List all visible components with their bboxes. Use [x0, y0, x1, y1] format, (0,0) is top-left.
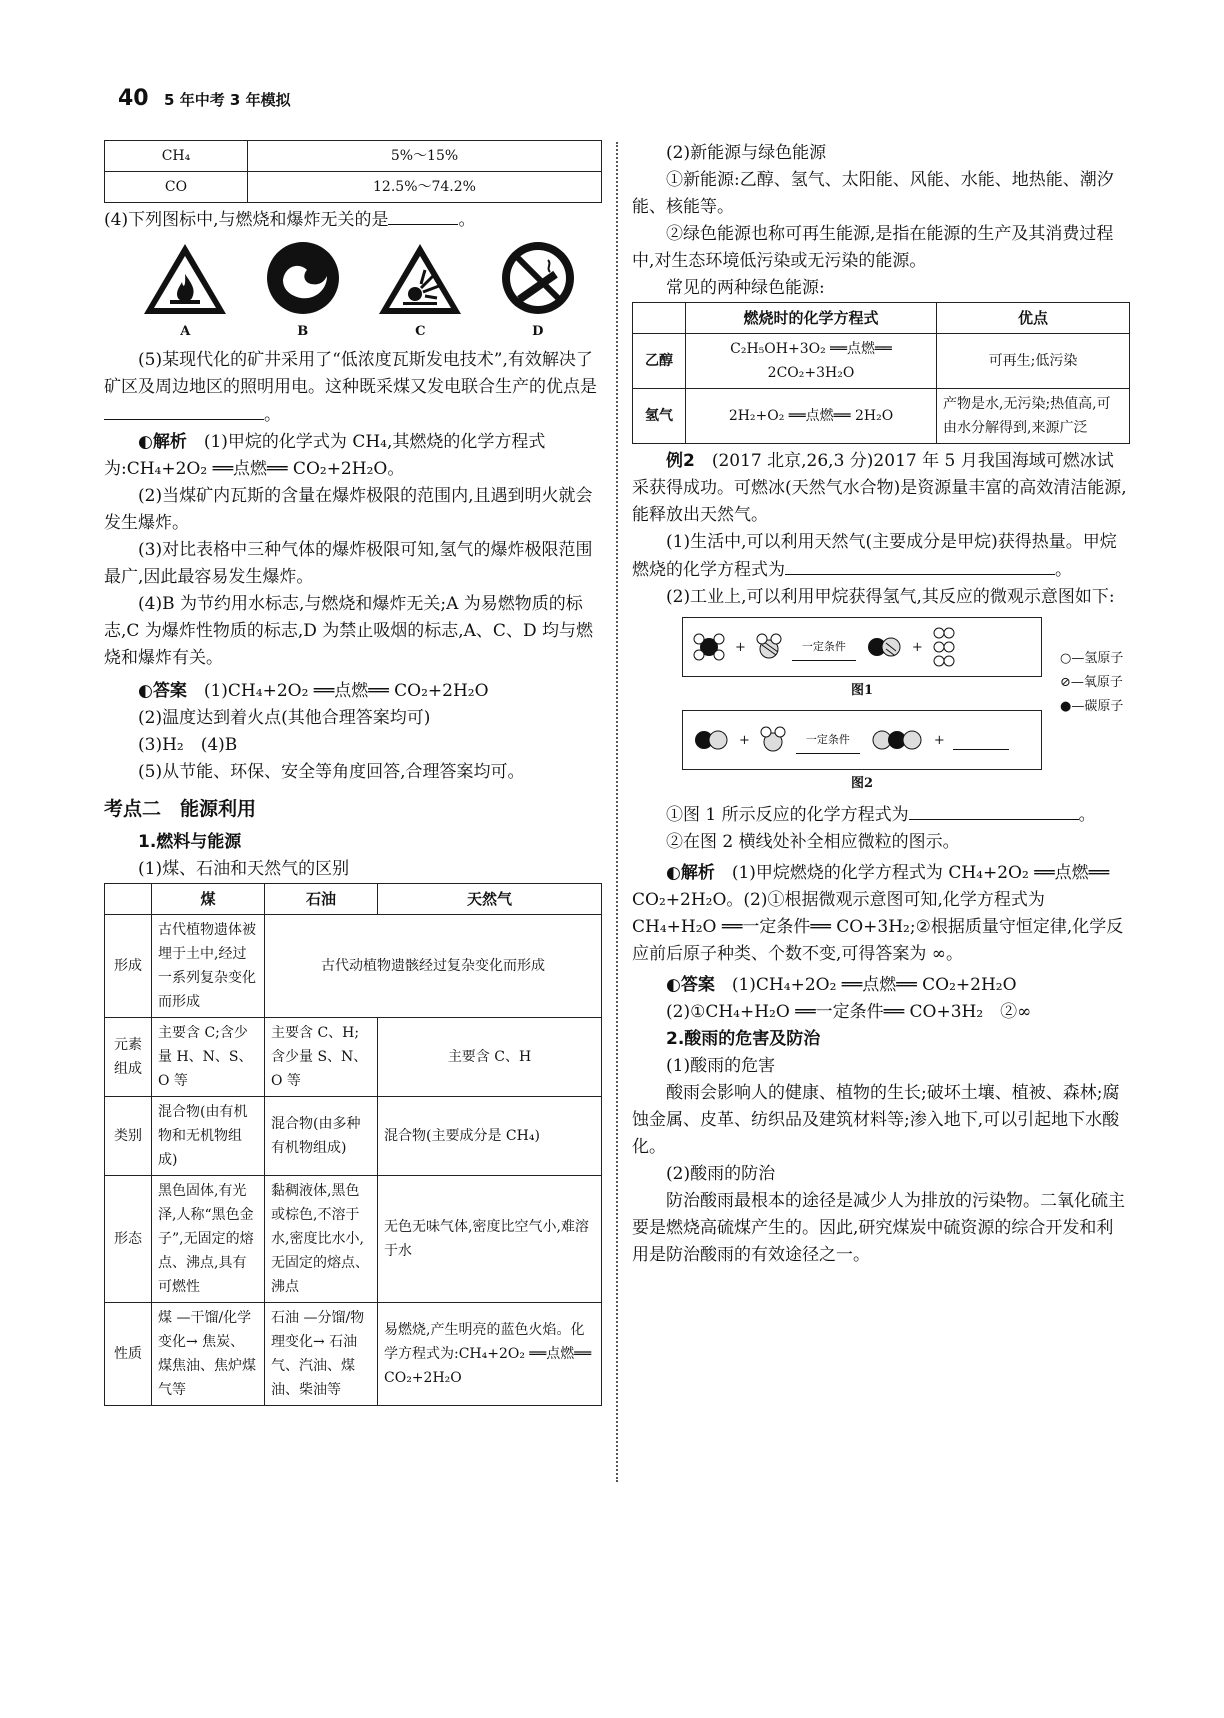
- energy-name: 氢气: [633, 389, 686, 444]
- row-key: 类别: [105, 1097, 152, 1176]
- example-q4: ②在图 2 横线处补全相应微粒的图示。: [666, 832, 960, 852]
- table-row: [105, 172, 602, 203]
- example-tag: 例2: [666, 451, 695, 471]
- sign-d: [498, 240, 578, 345]
- header-empty: [105, 884, 152, 915]
- answer-1: (1)CH₄+2O₂ ══点燃══ CO₂+2H₂O: [731, 975, 1017, 995]
- sign-label: C: [415, 324, 426, 339]
- analysis-block: [104, 429, 602, 483]
- table-header-row: [633, 303, 1130, 334]
- analysis-icon: ◐: [138, 432, 153, 452]
- answer-3: (3)H₂ (4)B: [138, 735, 238, 755]
- answer-block: [632, 972, 1130, 999]
- sign-label: B: [297, 324, 309, 339]
- sign-label: D: [532, 324, 544, 339]
- analysis-tag: 解析: [680, 863, 715, 883]
- answer-blank[interactable]: [785, 556, 1055, 575]
- analysis-text-3: (3)对比表格中三种气体的爆炸极限可知,氢气的爆炸极限范围最广,因此最容易发生爆炸。: [104, 540, 593, 587]
- coal-cell: 煤 —干馏/化学变化→ 焦炭、煤焦油、焦炉煤气等: [152, 1303, 265, 1406]
- example-2: [632, 448, 1130, 529]
- advantage-cell: 可再生;低污染: [937, 334, 1130, 389]
- example-q3: ①图 1 所示反应的化学方程式为 。: [632, 801, 1130, 829]
- answer-2: (2)温度达到着火点(其他合理答案均可): [138, 708, 431, 728]
- answer-block: [104, 678, 602, 705]
- sign-c: [375, 240, 465, 345]
- methane-molecule-icon: [691, 631, 727, 663]
- paragraph: (2)酸雨的防治: [666, 1164, 776, 1184]
- row-key: 元素组成: [105, 1018, 152, 1097]
- subsection-title: 2.酸雨的危害及防治: [666, 1029, 821, 1049]
- sign-b: [263, 240, 343, 345]
- sign-label: A: [180, 324, 191, 339]
- condition-label: 一定条件: [801, 640, 846, 653]
- carbon-atom-icon: ●: [1060, 699, 1072, 714]
- example-q3-text: ①图 1 所示反应的化学方程式为: [666, 805, 909, 825]
- gas-cell: 易燃烧,产生明亮的蓝色火焰。化学方程式为:CH₄+2O₂ ══点燃══ CO₂+2H₂O: [378, 1303, 602, 1406]
- analysis-text: (1)甲烷燃烧的化学方程式为 CH₄+2O₂ ══点燃══ CO₂+2H₂O。(2)①根据微观示意图可知,化学方程式为 CH₄+H₂O ══一定条件══ CO+3H₂;②根据质量守恒定律,化学反应前后原子种类、个数不变,可得答案为 ∞。: [632, 863, 1124, 964]
- subsection-title: 1.燃料与能源: [138, 832, 242, 852]
- table-row: [105, 915, 602, 1018]
- sign-a: [140, 240, 230, 345]
- gas-cell: CH₄: [105, 141, 248, 172]
- oil-gas-cell: 古代动植物遗骸经过复杂变化而形成: [265, 915, 602, 1018]
- paragraph: 酸雨会影响人的健康、植物的生长;破坏土壤、植被、森林;腐蚀金属、皮革、纺织品及建筑材料等;渗入地下,可以引起地下水酸化。: [632, 1083, 1120, 1157]
- row-key: 形态: [105, 1176, 152, 1303]
- example-text: (2017 北京,26,3 分)2017 年 5 月我国海域可燃冰试采获得成功。可燃冰(天然气水合物)是资源量丰富的高效清洁能源,能释放出天然气。: [632, 451, 1127, 525]
- hydrogen-atom-icon: ○: [1060, 651, 1072, 666]
- answer-2: (2)①CH₄+H₂O ══一定条件══ CO+3H₂ ②∞: [666, 1002, 1032, 1022]
- energy-name: 乙醇: [633, 334, 686, 389]
- legend-label: —氢原子: [1071, 651, 1124, 666]
- answer-blank[interactable]: [909, 801, 1079, 820]
- legend-oxygen: [1060, 671, 1123, 695]
- green-energy-table: [632, 302, 1130, 444]
- explosion-limit-table: [104, 140, 602, 203]
- example-q2: (2)工业上,可以利用甲烷获得氢气,其反应的微观示意图如下:: [666, 587, 1115, 607]
- book-title: 5 年中考 3 年模拟: [164, 91, 291, 109]
- analysis-text-1: (1)甲烷的化学式为 CH₄,其燃烧的化学方程式为:CH₄+2O₂ ══点燃══ CO₂+2H₂O。: [104, 432, 546, 479]
- equation-cell: C₂H₅OH+3O₂ ══点燃══ 2CO₂+3H₂O: [686, 334, 937, 389]
- oil-cell: 混合物(由多种有机物组成): [265, 1097, 378, 1176]
- advantage-cell: 产物是水,无污染;热值高,可由水分解得到,来源广泛: [937, 389, 1130, 444]
- condition-label: 一定条件: [805, 733, 850, 746]
- column-divider: [616, 142, 618, 1482]
- diagram-figures: [682, 617, 1042, 797]
- row-key: 性质: [105, 1303, 152, 1406]
- water-molecule-icon: [754, 631, 784, 663]
- legend-label: —碳原子: [1071, 699, 1124, 714]
- answer-icon: ◐: [666, 975, 681, 995]
- answer-5: (5)从节能、环保、安全等角度回答,合理答案均可。: [138, 762, 525, 782]
- paragraph: ①新能源:乙醇、氢气、太阳能、风能、水能、地热能、潮汐能、核能等。: [632, 170, 1114, 217]
- reaction-arrow: [792, 633, 856, 661]
- table-row: [633, 334, 1130, 389]
- answer-tag: 答案: [680, 975, 715, 995]
- page-number: 40: [118, 86, 149, 111]
- paragraph: (1)酸雨的危害: [666, 1056, 776, 1076]
- analysis-text-2: (2)当煤矿内瓦斯的含量在爆炸极限的范围内,且遇到明火就会发生爆炸。: [104, 486, 593, 533]
- legend-hydrogen: [1060, 647, 1123, 671]
- flammable-warning-icon: [140, 240, 230, 318]
- reaction-arrow: [796, 726, 860, 754]
- figure-2-caption: 图2: [850, 776, 874, 791]
- analysis-text-4: (4)B 为节约用水标志,与燃烧和爆炸无关;A 为易燃物质的标志,C 为爆炸性物质的标志,D 为禁止吸烟的标志,A、C、D 均与燃烧和爆炸有关。: [104, 594, 593, 668]
- answer-blank[interactable]: [388, 206, 458, 225]
- paragraph: 防治酸雨最根本的途径是减少人为排放的污染物。二氧化硫主要是燃烧高硫煤产生的。因此,研究煤炭中硫资源的综合开发和利用是防治酸雨的有效途径之一。: [632, 1191, 1125, 1265]
- legend-carbon: [1060, 695, 1123, 719]
- left-column: [104, 140, 602, 1406]
- answer-icon: ◐: [138, 681, 153, 701]
- analysis-tag: 解析: [152, 432, 187, 452]
- answer-1: (1)CH₄+2O₂ ══点燃══ CO₂+2H₂O: [203, 681, 489, 701]
- hydrogen-molecules-icon: [931, 625, 959, 669]
- oil-cell: 黏稠液体,黑色或棕色,不溶于水,密度比水小,无固定的熔点、沸点: [265, 1176, 378, 1303]
- oxygen-atom-icon: ⊘: [1060, 675, 1071, 690]
- figure-2: + 一定条件 +: [682, 710, 1042, 770]
- subsection-caption: (1)煤、石油和天然气的区别: [138, 859, 350, 879]
- limit-cell: 12.5%～74.2%: [248, 172, 602, 203]
- figure-1-caption: 图1: [850, 683, 874, 698]
- paragraph: ②绿色能源也称可再生能源,是指在能源的生产及其消费过程中,对生态环境低污染或无污染的能源。: [632, 224, 1114, 271]
- gas-cell: 主要含 C、H: [378, 1018, 602, 1097]
- question-4: (4)下列图标中,与燃烧和爆炸无关的是 。: [104, 206, 602, 234]
- table-row: [105, 1176, 602, 1303]
- answer-blank[interactable]: [104, 401, 264, 420]
- microscopic-diagram: [682, 617, 1130, 797]
- co2-molecule-icon: [868, 724, 926, 756]
- page-header: [118, 86, 291, 111]
- question-5: (5)某现代化的矿井采用了“低浓度瓦斯发电技术”,有效解决了矿区及周边地区的照明用电。这种既采煤又发电联合生产的优点是。: [104, 350, 597, 425]
- water-molecule-icon: [758, 724, 788, 756]
- table-row: [105, 1018, 602, 1097]
- example-q1: (1)生活中,可以利用天然气(主要成分是甲烷)获得热量。甲烷燃烧的化学方程式为 。: [632, 532, 1117, 580]
- row-key: 形成: [105, 915, 152, 1018]
- header-empty: [633, 303, 686, 334]
- header-equation: 燃烧时的化学方程式: [686, 303, 937, 334]
- table-row: [105, 1303, 602, 1406]
- gas-cell: 混合物(主要成分是 CH₄): [378, 1097, 602, 1176]
- coal-cell: 混合物(由有机物和无机物组成): [152, 1097, 265, 1176]
- table-row: [105, 1097, 602, 1176]
- oil-cell: 主要含 C、H;含少量 S、N、O 等: [265, 1018, 378, 1097]
- legend-label: —氧原子: [1070, 675, 1123, 690]
- water-saving-icon: [263, 240, 343, 318]
- co-molecule-icon: [864, 631, 904, 663]
- coal-cell: 主要含 C;含少量 H、N、S、O 等: [152, 1018, 265, 1097]
- explosive-warning-icon: [375, 240, 465, 318]
- analysis-block: [632, 860, 1130, 968]
- warning-signs: [124, 240, 594, 345]
- right-column: [632, 140, 1130, 1269]
- co-molecule-icon: [691, 724, 731, 756]
- coal-cell: 黑色固体,有光泽,人称“黑色金子”,无固定的熔点、沸点,具有可燃性: [152, 1176, 265, 1303]
- equation-cell: 2H₂+O₂ ══点燃══ 2H₂O: [686, 389, 937, 444]
- question-4-text: (4)下列图标中,与燃烧和爆炸无关的是: [104, 210, 389, 230]
- header-coal: 煤: [152, 884, 265, 915]
- gas-cell: CO: [105, 172, 248, 203]
- section-title: 考点二 能源利用: [104, 798, 257, 820]
- example-q1-text: (1)生活中,可以利用天然气(主要成分是甲烷)获得热量。甲烷燃烧的化学方程式为: [632, 532, 1117, 580]
- header-oil: 石油: [265, 884, 378, 915]
- fuel-comparison-table: [104, 883, 602, 1406]
- subsection-caption: (2)新能源与绿色能源: [666, 143, 827, 163]
- question-5-text: (5)某现代化的矿井采用了“低浓度瓦斯发电技术”,有效解决了矿区及周边地区的照明用电。这种既采煤又发电联合生产的优点是: [104, 350, 597, 397]
- figure-1: + 一定条件 +: [682, 617, 1042, 677]
- no-smoking-icon: [498, 240, 578, 318]
- table-row: [105, 141, 602, 172]
- oil-cell: 石油 —分馏/物理变化→ 石油气、汽油、煤油、柴油等: [265, 1303, 378, 1406]
- table-header-row: [105, 884, 602, 915]
- answer-blank[interactable]: [953, 731, 1009, 750]
- answer-tag: 答案: [152, 681, 187, 701]
- header-advantage: 优点: [937, 303, 1130, 334]
- diagram-legend: [1060, 647, 1123, 719]
- analysis-icon: ◐: [666, 863, 681, 883]
- header-gas: 天然气: [378, 884, 602, 915]
- gas-cell: 无色无味气体,密度比空气小,难溶于水: [378, 1176, 602, 1303]
- paragraph: 常见的两种绿色能源:: [666, 278, 825, 298]
- table-row: [633, 389, 1130, 444]
- limit-cell: 5%～15%: [248, 141, 602, 172]
- coal-cell: 古代植物遗体被埋于土中,经过一系列复杂变化而形成: [152, 915, 265, 1018]
